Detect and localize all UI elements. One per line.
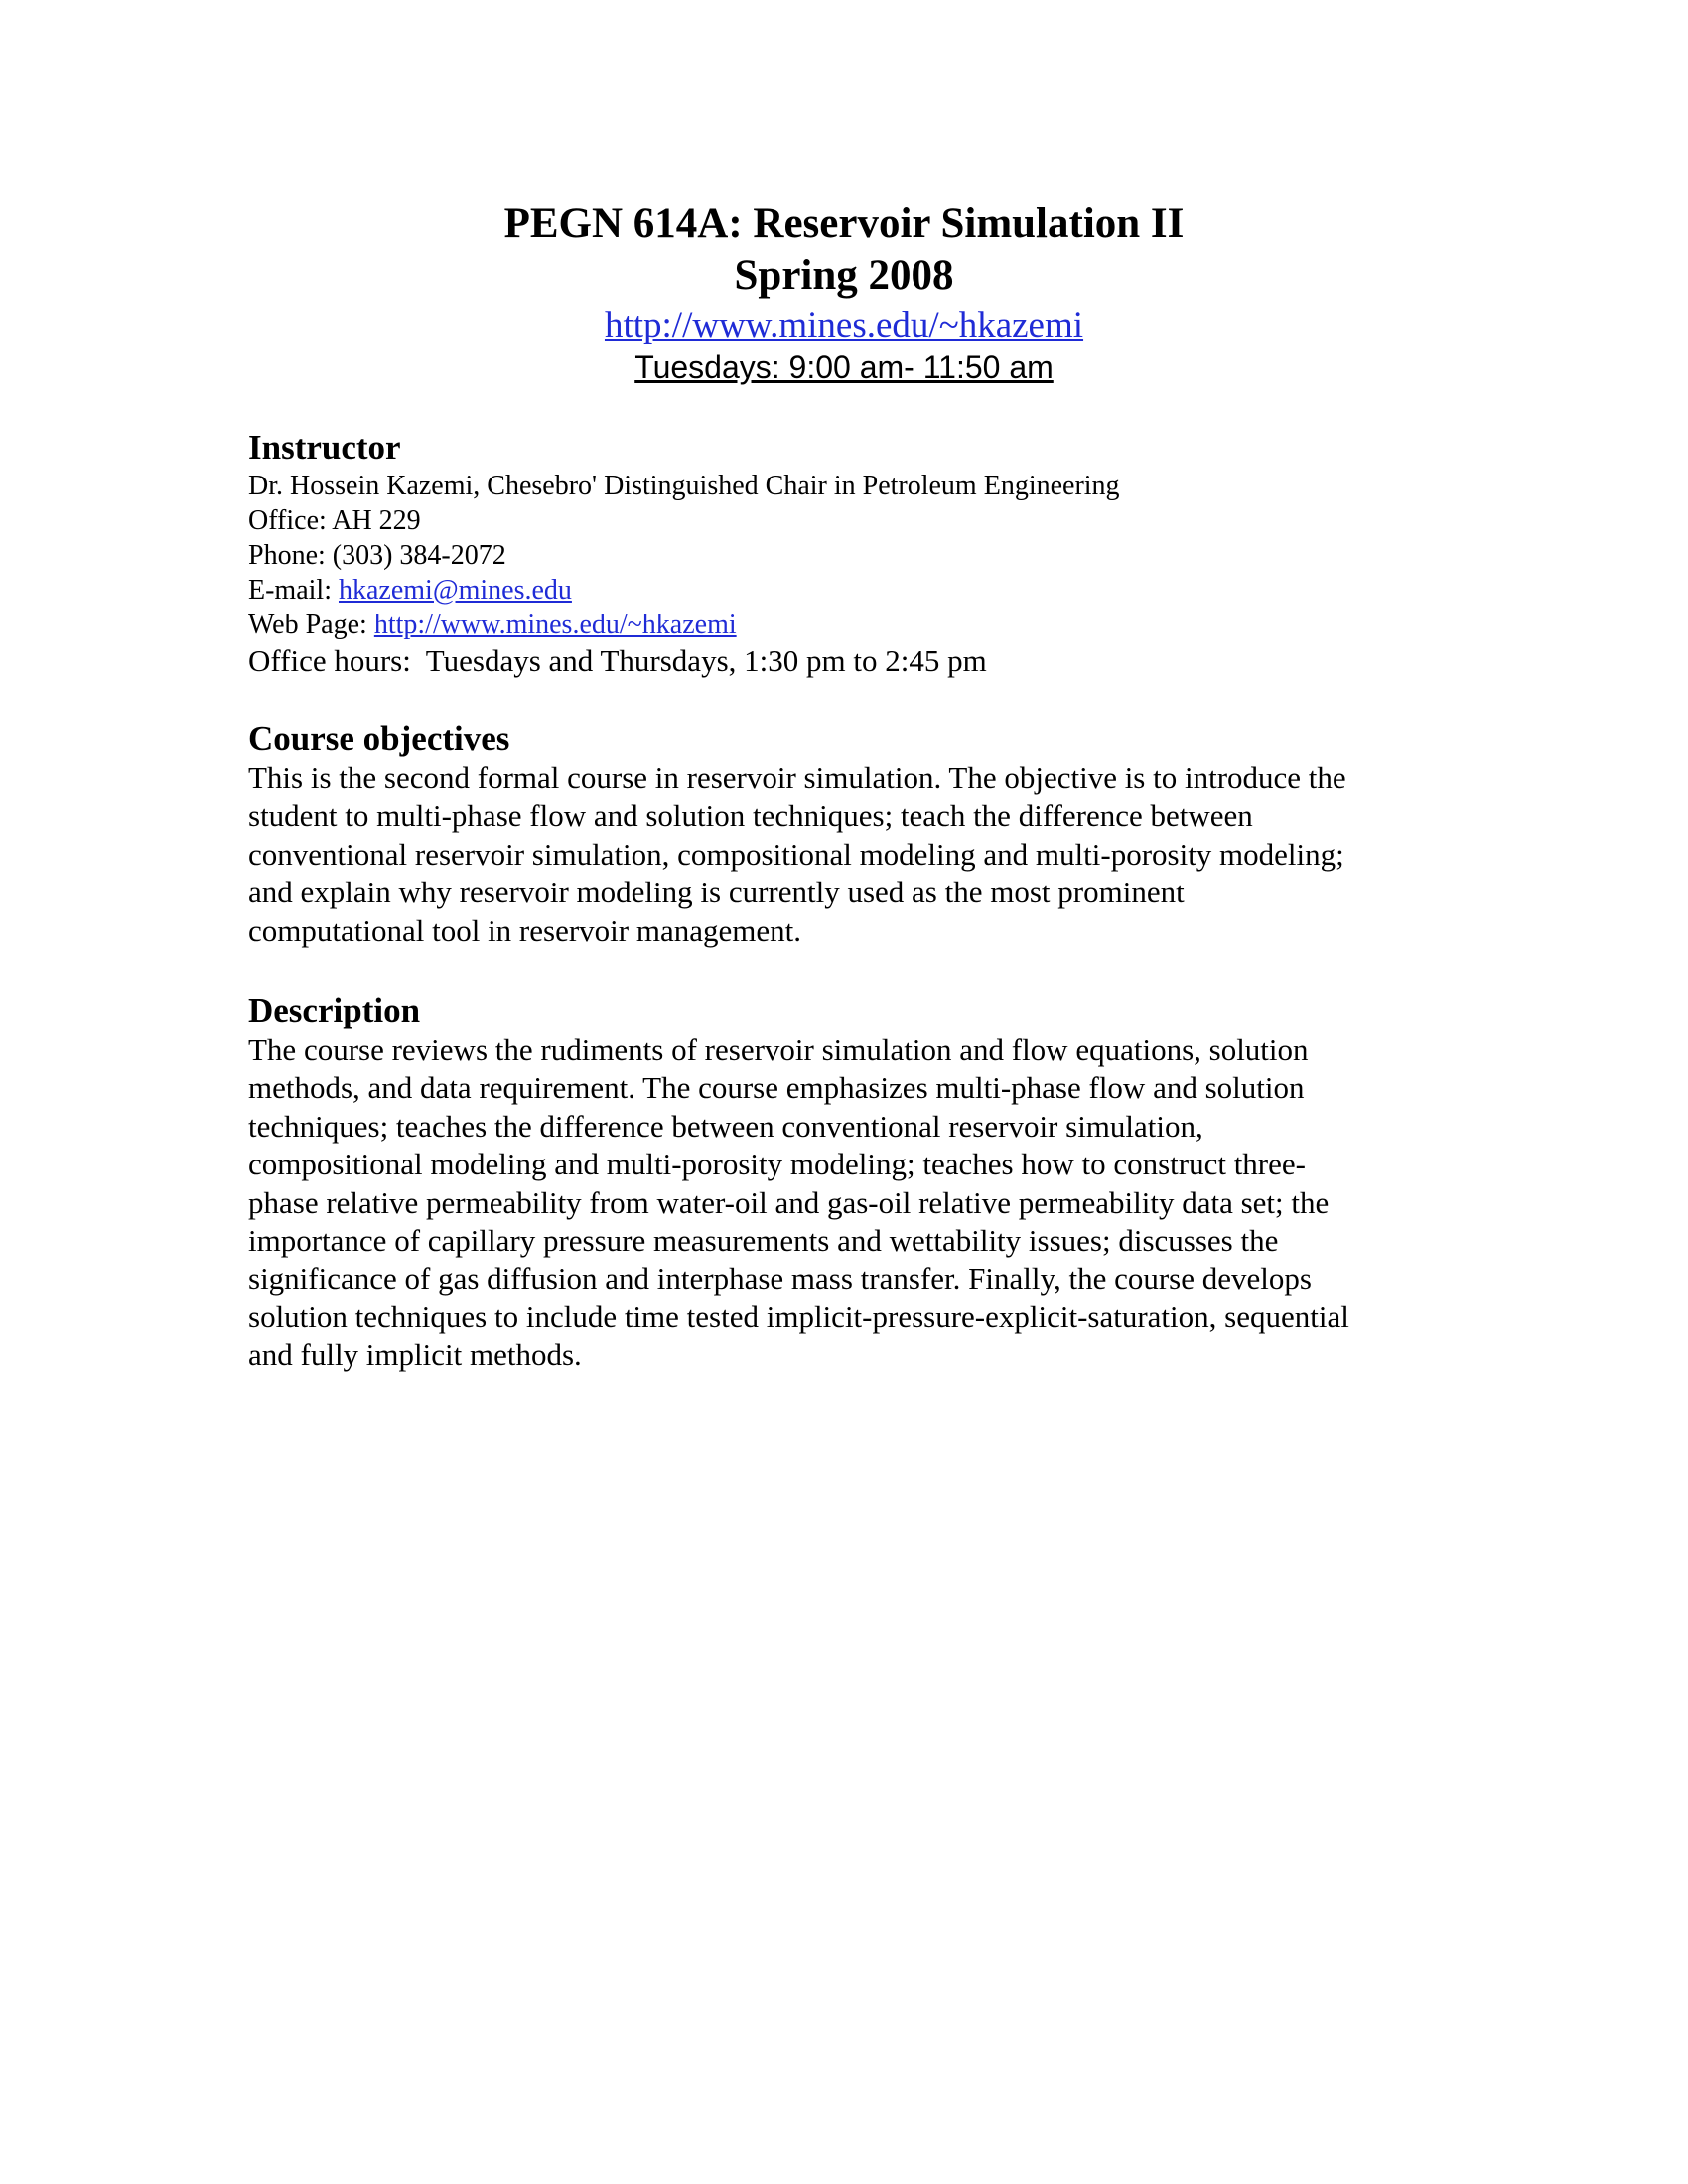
paragraph-line: computational tool in reservoir management. [248, 912, 801, 948]
instructor-phone: Phone: (303) 384-2072 [248, 540, 506, 571]
paragraph-line: student to multi-phase flow and solution techniques; teach the difference between [248, 798, 1253, 834]
syllabus-content [248, 427, 1460, 1375]
instructor-heading: Instructor [248, 428, 401, 467]
paragraph-line: The course reviews the rudiments of reservoir simulation and flow equations, solution [248, 1032, 1309, 1068]
instructor-details [248, 469, 1460, 642]
course-url-link[interactable]: http://www.mines.edu/~hkazemi [604, 305, 1084, 345]
instructor-name: Dr. Hossein Kazemi, Chesebro' Distinguished Chair in Petroleum Engineering [248, 471, 1120, 501]
course-title: PEGN 614A: Reservoir Simulation II [503, 201, 1185, 247]
course-term: Spring 2008 [734, 252, 954, 299]
paragraph-line: significance of gas diffusion and interphase mass transfer. Finally, the course develops [248, 1261, 1312, 1297]
description-heading: Description [248, 991, 421, 1030]
objectives-section [248, 718, 1460, 950]
objectives-heading: Course objectives [248, 719, 510, 757]
paragraph-line: and explain why reservoir modeling is currently used as the most prominent [248, 875, 1185, 910]
course-header [0, 199, 1688, 387]
objectives-paragraph [248, 759, 1460, 950]
paragraph-line: This is the second formal course in reservoir simulation. The objective is to introduce the [248, 760, 1346, 795]
office-hours: Office hours: Tuesdays and Thursdays, 1:30 pm to 2:45 pm [248, 643, 987, 678]
paragraph-line: techniques; teaches the difference between conventional reservoir simulation, [248, 1108, 1203, 1144]
instructor-section [248, 427, 1460, 680]
paragraph-line: solution techniques to include time tested implicit-pressure-explicit-saturation, sequential [248, 1298, 1349, 1334]
description-paragraph [248, 1031, 1460, 1375]
paragraph-line: phase relative permeability from water-oil and gas-oil relative permeability data set; the [248, 1184, 1330, 1220]
web-page-link[interactable]: http://www.mines.edu/~hkazemi [373, 610, 737, 640]
instructor-office: Office: AH 229 [248, 505, 421, 536]
class-schedule: Tuesdays: 9:00 am- 11:50 am [634, 349, 1054, 385]
email-label: E-mail: [248, 575, 339, 606]
instructor-email-row [248, 573, 1460, 608]
web-page-label: Web Page: [248, 610, 374, 640]
paragraph-line: methods, and data requirement. The course emphasizes multi-phase flow and solution [248, 1070, 1305, 1106]
paragraph-line: conventional reservoir simulation, compositional modeling and multi-porosity modeling; [248, 836, 1344, 872]
instructor-web-row [248, 608, 1460, 642]
paragraph-line: importance of capillary pressure measurements and wettability issues; discusses the [248, 1223, 1279, 1259]
email-link[interactable]: hkazemi@mines.edu [338, 575, 572, 606]
paragraph-line: and fully implicit methods. [248, 1337, 582, 1373]
description-section [248, 990, 1460, 1375]
paragraph-line: compositional modeling and multi-porosity modeling; teaches how to construct three- [248, 1147, 1306, 1182]
